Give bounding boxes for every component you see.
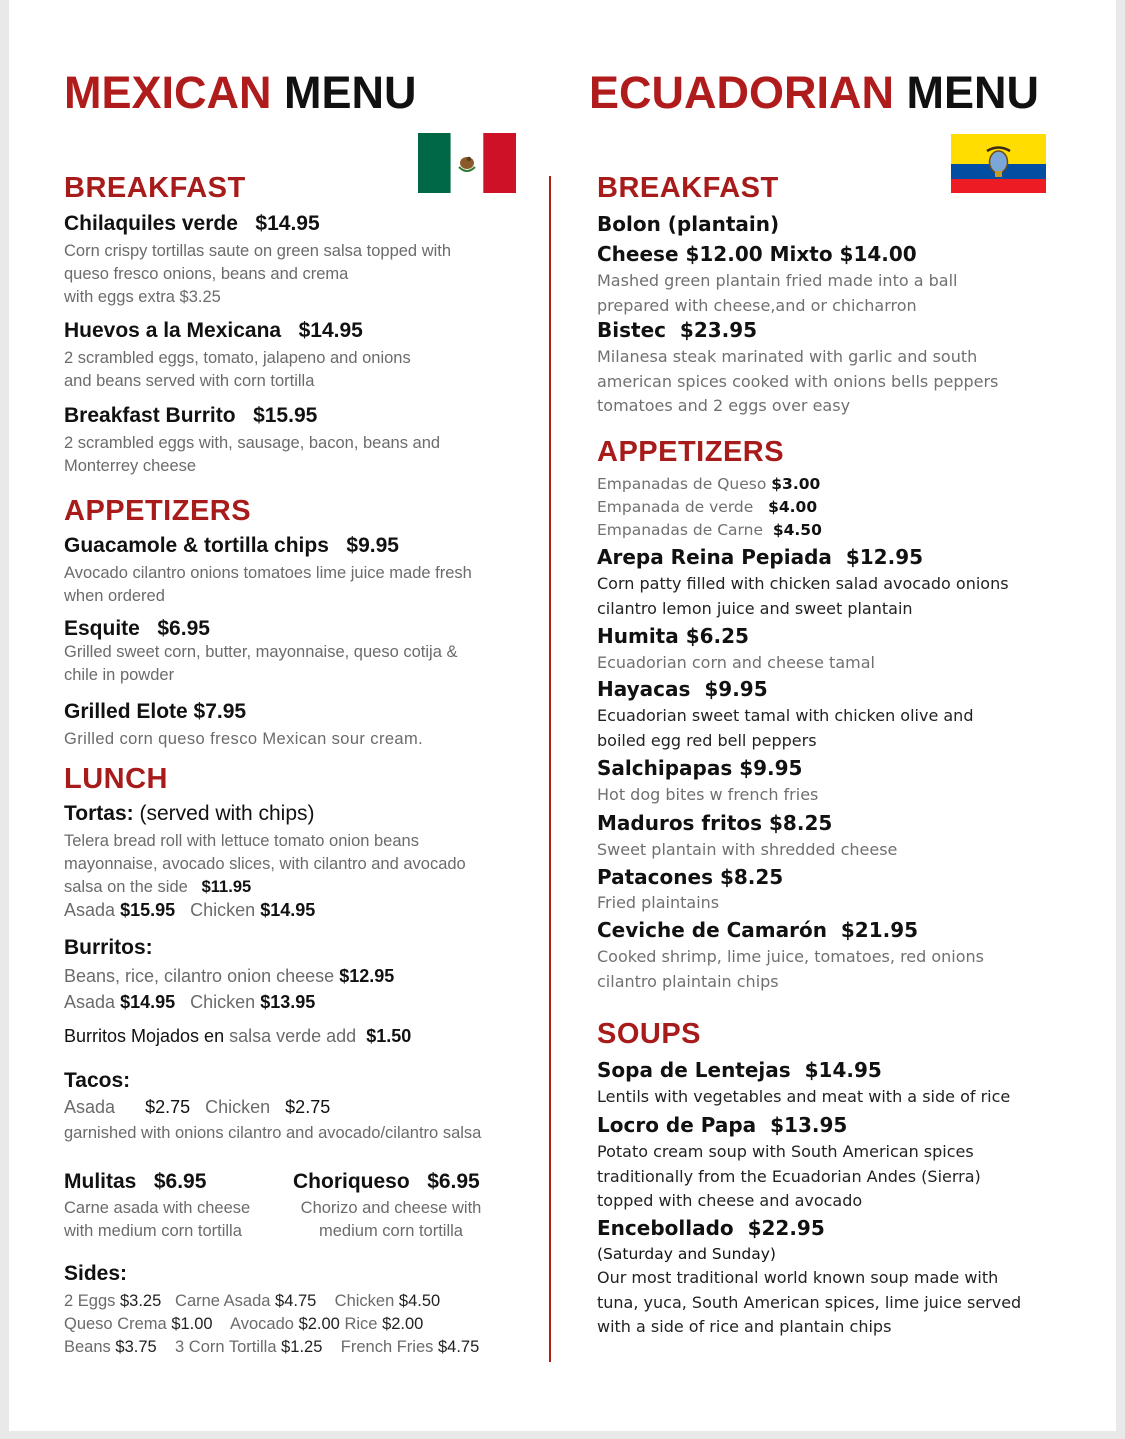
huevos-desc (64, 347, 411, 393)
esquite-item (64, 616, 210, 642)
option-price: $14.95 (120, 992, 176, 1012)
tortas-item (64, 801, 315, 827)
desc-line: Corn crispy tortillas saute on green salsa topped with (64, 242, 452, 260)
option-price: $2.75 (285, 1097, 331, 1117)
desc-line (64, 989, 394, 1015)
chilaquiles-desc (64, 240, 451, 309)
item-price: $6.95 (157, 617, 210, 640)
mulitas-item (64, 1169, 206, 1195)
mexican-menu-title (64, 68, 417, 118)
elote-item: Grilled Elote $7.95 (64, 700, 247, 723)
desc-line: queso fresco onions, beans and crema (64, 265, 349, 283)
humita-item: Humita $6.25 (597, 624, 749, 648)
side-label: Avocado (230, 1315, 294, 1333)
lentejas-desc (597, 1085, 1010, 1110)
item-price: $1.50 (366, 1026, 412, 1046)
column-divider (549, 176, 551, 1362)
sides-row (64, 1290, 479, 1313)
item-name: Sopa de Lentejas (597, 1058, 791, 1082)
burritos-mojados (64, 1024, 411, 1048)
side-price: $3.25 (119, 1292, 162, 1310)
option-label: Chicken (190, 900, 256, 920)
empanada-row (597, 473, 822, 496)
guacamole-desc (64, 562, 472, 608)
item-name: Huevos a la Mexicana (64, 319, 282, 342)
locro-item (597, 1112, 847, 1138)
item-name: Choriqueso (293, 1170, 410, 1193)
option-label: Asada (64, 900, 116, 920)
desc-line: Corn patty filled with chicken salad avocado onions (597, 574, 1009, 593)
lentejas-item (597, 1057, 882, 1083)
empanada-price: $3.00 (771, 475, 821, 493)
side-price: $1.25 (281, 1338, 323, 1356)
desc-line (64, 963, 394, 989)
option-price: $2.75 (145, 1097, 191, 1117)
desc-text: salsa on the side (64, 878, 188, 896)
bolon-prices: Cheese $12.00 Mixto $14.00 (597, 242, 917, 266)
desc-line: boiled egg red bell peppers (597, 730, 817, 750)
sides-row (64, 1313, 479, 1336)
item-name: Mulitas (64, 1170, 137, 1193)
empanada-label: Empanada de verde (597, 498, 754, 516)
bistec-item (597, 317, 757, 343)
tortas-desc (64, 830, 466, 899)
desc-line: topped with cheese and avocado (597, 1191, 863, 1210)
desc-line: tuna, yuca, South American spices, lime juice served (597, 1292, 1022, 1312)
ecuadorian-menu-title (589, 68, 1039, 118)
item-name: Guacamole & tortilla chips (64, 534, 329, 557)
option-price: $13.95 (260, 992, 316, 1012)
option-label: Asada (64, 1097, 116, 1117)
item-price: $6.95 (153, 1170, 207, 1193)
huevos-item (64, 318, 363, 344)
mexican-appetizers-heading: APPETIZERS (64, 495, 252, 527)
side-price: $4.75 (275, 1292, 317, 1310)
side-label: Queso Crema (64, 1315, 167, 1333)
item-price: $13.95 (770, 1113, 848, 1137)
desc-line: with a side of rice and plantain chips (597, 1317, 892, 1336)
desc-line: 2 scrambled eggs with, sausage, bacon, beans and (64, 434, 441, 452)
desc-line: tomatoes and 2 eggs over easy (597, 396, 851, 415)
item-price: $9.95 (704, 677, 768, 701)
arepa-desc (597, 572, 1009, 621)
side-label: Rice (344, 1315, 378, 1333)
desc-line: Monterrey cheese (64, 457, 197, 475)
salchipapas-item: Salchipapas $9.95 (597, 756, 803, 780)
item-price: $14.95 (804, 1058, 882, 1082)
mexico-flag-icon (418, 133, 516, 193)
item-name: Tortas: (64, 802, 134, 825)
tortas-options (64, 898, 315, 922)
item-price: $11.95 (201, 878, 252, 896)
desc-line: Avocado cilantro onions tomatoes lime juice made fresh (64, 564, 472, 582)
desc-line: Chorizo and cheese with (300, 1199, 482, 1217)
ecuadorian-appetizers-heading: APPETIZERS (597, 436, 785, 468)
desc-line (64, 876, 466, 899)
item-price: $12.95 (845, 545, 924, 569)
desc-line: Telera bread roll with lettuce tomato onion beans (64, 832, 419, 850)
option-price: $14.95 (260, 900, 316, 920)
option-price: $15.95 (120, 900, 176, 920)
option-label: Chicken (190, 992, 256, 1012)
burritos-item: Burritos: (64, 936, 153, 959)
item-price: $23.95 (679, 318, 758, 342)
item-name: Bistec (597, 318, 666, 342)
ecuador-flag-icon (951, 134, 1046, 193)
mexican-title-suffix: MENU (284, 67, 417, 118)
item-price: $12.95 (339, 966, 395, 986)
elote-desc: Grilled corn queso fresco Mexican sour cream. (64, 730, 424, 748)
breakfast-burrito-item (64, 403, 317, 429)
maduros-item: Maduros fritos $8.25 (597, 811, 833, 835)
locro-desc (597, 1140, 981, 1214)
tacos-options (64, 1095, 330, 1119)
sides-heading: Sides: (64, 1262, 128, 1285)
encebollado-desc (597, 1266, 1021, 1340)
empanada-price: $4.00 (768, 498, 818, 516)
ecuadorian-soups-heading: SOUPS (597, 1018, 702, 1050)
side-label: 3 Corn Tortilla (175, 1338, 277, 1356)
desc-line: when ordered (64, 587, 165, 605)
menu-page (9, 0, 1116, 1431)
desc-line: prepared with cheese,and or chicharron (597, 295, 917, 315)
desc-line: Milanesa steak marinated with garlic and south (597, 347, 978, 366)
desc-line: cilantro lemon juice and sweet plantain (597, 598, 913, 618)
choriqueso-desc (293, 1197, 489, 1243)
item-price: $21.95 (840, 918, 919, 942)
tacos-desc: garnished with onions cilantro and avocado/cilantro salsa (64, 1124, 482, 1142)
ceviche-desc (597, 945, 984, 994)
desc-line: Ecuadorian sweet tamal with chicken olive and (597, 706, 974, 725)
desc-line: medium corn tortilla (319, 1222, 463, 1240)
desc-line: with eggs extra $3.25 (64, 288, 221, 306)
item-price: $22.95 (747, 1216, 825, 1240)
item-name: Esquite (64, 617, 140, 640)
mexican-title-word: MEXICAN (64, 67, 272, 118)
desc-line: mayonnaise, avocado slices, with cilantro and avocado (64, 855, 466, 873)
hayacas-desc (597, 704, 973, 753)
item-name: Hayacas (597, 677, 691, 701)
side-label: Carne Asada (175, 1292, 271, 1310)
ecuadorian-title-word: ECUADORIAN (589, 67, 895, 118)
option-label: Chicken (205, 1097, 271, 1117)
desc-line: Carne asada with cheese (64, 1199, 251, 1217)
side-price: $2.00 (298, 1315, 340, 1333)
patacones-desc: Fried plaintains (597, 893, 720, 912)
sides-row (64, 1336, 479, 1359)
side-price: $1.00 (171, 1315, 213, 1333)
bolon-desc (597, 269, 957, 318)
guacamole-item (64, 533, 399, 559)
desc-line: Mashed green plantain fried made into a ball (597, 271, 958, 290)
desc-line: chile in powder (64, 666, 175, 684)
desc-text: Beans, rice, cilantro onion cheese (64, 966, 335, 986)
choriqueso-item (293, 1169, 480, 1195)
option-label: Asada (64, 992, 116, 1012)
desc-line: cilantro plaintain chips (597, 971, 779, 991)
empanada-row (597, 496, 822, 519)
item-price: $15.95 (253, 404, 318, 427)
item-price: $14.95 (298, 319, 363, 342)
item-note: (served with chips) (139, 802, 315, 825)
tacos-item: Tacos: (64, 1069, 131, 1092)
desc-line: american spices cooked with onions bells peppers (597, 371, 999, 391)
mexican-lunch-heading: LUNCH (64, 763, 168, 795)
side-label: French Fries (340, 1338, 434, 1356)
ecuadorian-title-suffix: MENU (906, 67, 1040, 118)
breakfast-burrito-desc (64, 432, 440, 478)
mojados-text: Burritos Mojados en (64, 1026, 225, 1046)
desc-line: 2 scrambled eggs, tomato, jalapeno and onions (64, 349, 411, 367)
encebollado-item (597, 1215, 825, 1241)
empanada-label: Empanadas de Queso (597, 475, 767, 493)
item-name: Breakfast Burrito (64, 404, 236, 427)
item-name: Arepa Reina Pepiada (597, 545, 832, 569)
desc-line: Grilled sweet corn, butter, mayonnaise, queso cotija & (64, 643, 458, 661)
bolon-item: Bolon (plantain) (597, 212, 780, 236)
esquite-desc (64, 641, 457, 687)
item-name: Locro de Papa (597, 1113, 757, 1137)
empanada-label: Empanadas de Carne (597, 521, 763, 539)
item-price: $14.95 (255, 212, 320, 235)
maduros-desc: Sweet plantain with shredded cheese (597, 840, 898, 859)
burritos-desc (64, 963, 394, 1015)
side-price: $2.00 (382, 1315, 424, 1333)
side-price: $4.75 (437, 1338, 480, 1356)
mulitas-desc (64, 1197, 250, 1243)
patacones-item: Patacones $8.25 (597, 865, 784, 889)
ecuadorian-breakfast-heading: BREAKFAST (597, 172, 779, 204)
empanada-row (597, 519, 822, 542)
item-name: Ceviche de Camarón (597, 918, 827, 942)
humita-desc: Ecuadorian corn and cheese tamal (597, 653, 875, 672)
desc-line: and beans served with corn tortilla (64, 372, 315, 390)
item-name: Encebollado (597, 1216, 734, 1240)
bistec-desc (597, 345, 998, 419)
desc-line: traditionally from the Ecuadorian Andes (Sierra) (597, 1166, 981, 1186)
item-name: Chilaquiles verde (64, 212, 238, 235)
hayacas-item (597, 676, 768, 702)
encebollado-note: (Saturday and Sunday) (597, 1245, 776, 1263)
item-price: $9.95 (346, 534, 399, 557)
empanada-price: $4.50 (772, 521, 822, 539)
sides-list (64, 1290, 479, 1359)
mexican-breakfast-heading: BREAKFAST (64, 172, 246, 204)
side-price: $4.50 (398, 1292, 441, 1310)
desc-line: Cooked shrimp, lime juice, tomatoes, red onions (597, 947, 985, 966)
side-label: Beans (64, 1338, 111, 1356)
salchipapas-desc: Hot dog bites w french fries (597, 785, 819, 804)
desc-line: with medium corn tortilla (64, 1222, 242, 1240)
item-price: $6.95 (427, 1170, 480, 1193)
empanadas-list (597, 473, 822, 542)
arepa-item (597, 544, 923, 570)
ceviche-item (597, 917, 918, 943)
side-price: $3.75 (115, 1338, 157, 1356)
desc-line: Potato cream soup with South American spices (597, 1142, 974, 1161)
side-label: 2 Eggs (64, 1292, 116, 1310)
side-label: Chicken (334, 1292, 395, 1310)
desc-line: Our most traditional world known soup made with (597, 1268, 999, 1287)
mojados-text: salsa verde add (229, 1026, 357, 1046)
chilaquiles-item (64, 211, 320, 237)
desc-line: Lentils with vegetables and meat with a side of rice (597, 1087, 1011, 1106)
